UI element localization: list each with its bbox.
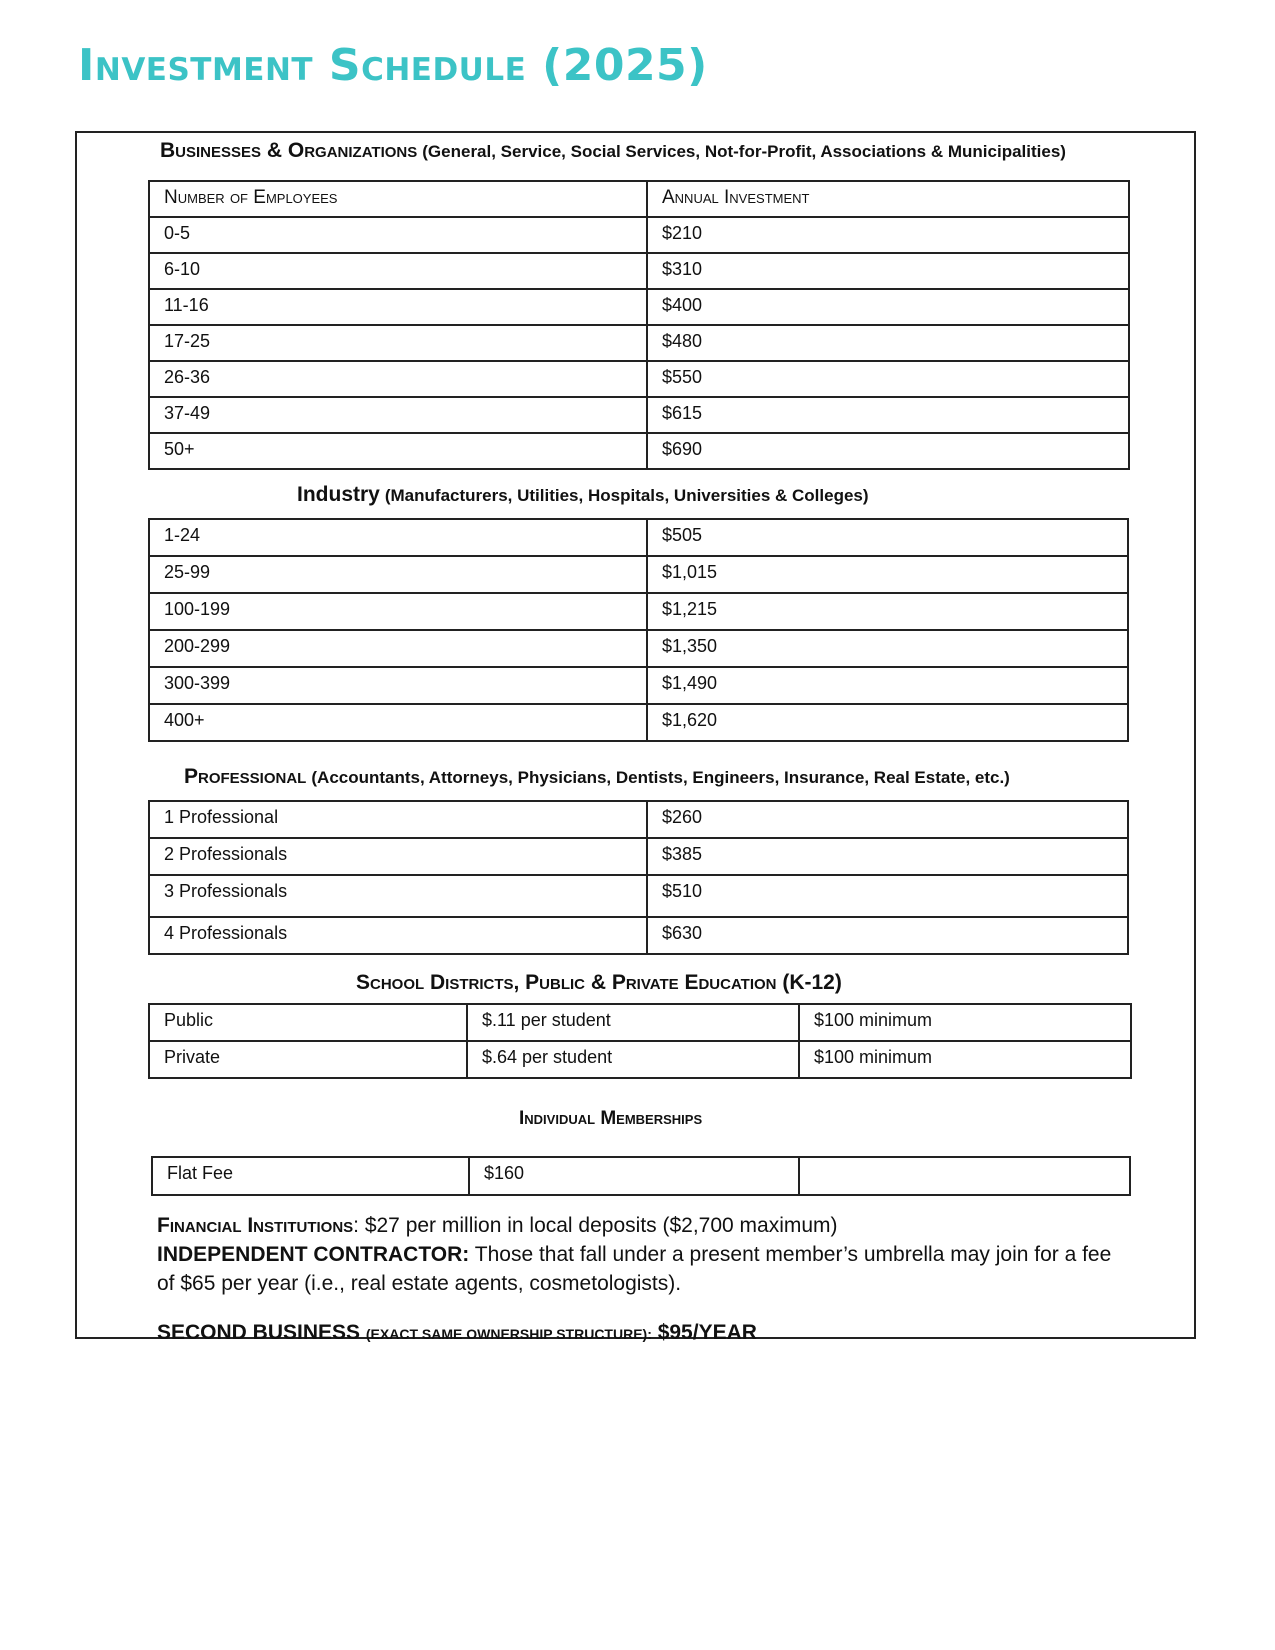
investment-amount: $1,350 — [647, 630, 1128, 667]
investment-amount: $400 — [647, 289, 1129, 325]
employee-range: 37-49 — [149, 397, 647, 433]
membership-fee: $160 — [469, 1157, 799, 1195]
table-row — [149, 217, 1129, 253]
businesses-subtitle: (General, Service, Social Services, Not-for-Profit, Associations & Municipalities) — [422, 142, 1066, 161]
table-row — [149, 1004, 1131, 1041]
employee-range: 11-16 — [149, 289, 647, 325]
second-business-sub: (EXACT SAME OWNERSHIP STRUCTURE): — [365, 1326, 652, 1342]
notes-block — [157, 1211, 1127, 1298]
table-row — [149, 875, 1128, 917]
investment-amount: $690 — [647, 433, 1129, 469]
individual-heading — [519, 1107, 702, 1130]
schools-heading — [356, 972, 842, 994]
investment-amount: $550 — [647, 361, 1129, 397]
employee-range: 100-199 — [149, 593, 647, 630]
businesses-table — [148, 180, 1130, 470]
employee-range: 25-99 — [149, 556, 647, 593]
school-type: Public — [149, 1004, 467, 1041]
investment-amount: $630 — [647, 917, 1128, 954]
table-row — [149, 519, 1128, 556]
minimum-amount: $100 minimum — [799, 1004, 1131, 1041]
table-row — [149, 433, 1129, 469]
table-row — [149, 593, 1128, 630]
investment-amount: $210 — [647, 217, 1129, 253]
industry-title: Industry — [297, 483, 380, 506]
financial-institutions-note — [157, 1211, 1127, 1240]
employee-range: 1-24 — [149, 519, 647, 556]
schools-table — [148, 1003, 1132, 1079]
investment-amount: $510 — [647, 875, 1128, 917]
second-business-label: SECOND BUSINESS — [157, 1321, 361, 1344]
employee-range: 50+ — [149, 433, 647, 469]
investment-amount: $385 — [647, 838, 1128, 875]
page-title: Investment Schedule (2025) — [78, 40, 708, 91]
table-row — [149, 801, 1128, 838]
businesses-heading — [160, 140, 1066, 163]
investment-amount: $480 — [647, 325, 1129, 361]
financial-text: : $27 per million in local deposits ($2,700 maximum) — [353, 1214, 838, 1237]
individual-title: Individual Memberships — [519, 1108, 703, 1129]
per-student-rate: $.11 per student — [467, 1004, 799, 1041]
empty-cell — [799, 1157, 1130, 1195]
table-row — [149, 917, 1128, 954]
table-row — [149, 630, 1128, 667]
investment-amount: $505 — [647, 519, 1128, 556]
schools-title: School Districts, Public & Private Education (K-12) — [356, 971, 842, 994]
industry-heading — [297, 484, 869, 507]
professional-subtitle: (Accountants, Attorneys, Physicians, Dentists, Engineers, Insurance, Real Estate, etc.) — [311, 768, 1010, 787]
membership-type: Flat Fee — [152, 1157, 469, 1195]
table-row — [152, 1157, 1130, 1195]
contractor-text: Those that fall under a present member’s umbrella may join for a fee of $65 per year (i.e., real estate agents, cosmetologists). — [157, 1243, 1112, 1295]
businesses-title: Businesses & Organizations — [160, 139, 418, 162]
table-row — [149, 667, 1128, 704]
column-header: Number of Employees — [149, 181, 647, 217]
investment-amount: $260 — [647, 801, 1128, 838]
employee-range: 0-5 — [149, 217, 647, 253]
professional-count: 1 Professional — [149, 801, 647, 838]
employee-range: 300-399 — [149, 667, 647, 704]
investment-amount: $615 — [647, 397, 1129, 433]
table-row — [149, 361, 1129, 397]
table-row — [149, 397, 1129, 433]
employee-range: 200-299 — [149, 630, 647, 667]
employee-range: 17-25 — [149, 325, 647, 361]
professional-table — [148, 800, 1129, 955]
table-row — [149, 556, 1128, 593]
financial-label: Financial Institutions — [157, 1214, 354, 1237]
investment-amount: $1,015 — [647, 556, 1128, 593]
professional-count: 4 Professionals — [149, 917, 647, 954]
professional-heading — [184, 766, 1010, 789]
individual-table — [151, 1156, 1131, 1196]
contractor-label: INDEPENDENT CONTRACTOR: — [157, 1243, 470, 1266]
second-business-note — [157, 1318, 757, 1349]
employee-range: 26-36 — [149, 361, 647, 397]
school-type: Private — [149, 1041, 467, 1078]
professional-count: 2 Professionals — [149, 838, 647, 875]
professional-title: Professional — [184, 765, 307, 788]
second-business-value: $95/YEAR — [657, 1321, 757, 1344]
minimum-amount: $100 minimum — [799, 1041, 1131, 1078]
investment-amount: $1,620 — [647, 704, 1128, 741]
table-row — [149, 838, 1128, 875]
investment-amount: $1,215 — [647, 593, 1128, 630]
table-row — [149, 325, 1129, 361]
professional-count: 3 Professionals — [149, 875, 647, 917]
table-row — [149, 253, 1129, 289]
table-row — [149, 1041, 1131, 1078]
table-row — [149, 704, 1128, 741]
industry-subtitle: (Manufacturers, Utilities, Hospitals, Universities & Colleges) — [384, 486, 869, 505]
per-student-rate: $.64 per student — [467, 1041, 799, 1078]
table-row — [149, 289, 1129, 325]
employee-range: 400+ — [149, 704, 647, 741]
employee-range: 6-10 — [149, 253, 647, 289]
column-header: Annual Investment — [647, 181, 1129, 217]
investment-amount: $1,490 — [647, 667, 1128, 704]
industry-table — [148, 518, 1129, 742]
table-header-row — [149, 181, 1129, 217]
independent-contractor-note — [157, 1240, 1127, 1298]
investment-amount: $310 — [647, 253, 1129, 289]
